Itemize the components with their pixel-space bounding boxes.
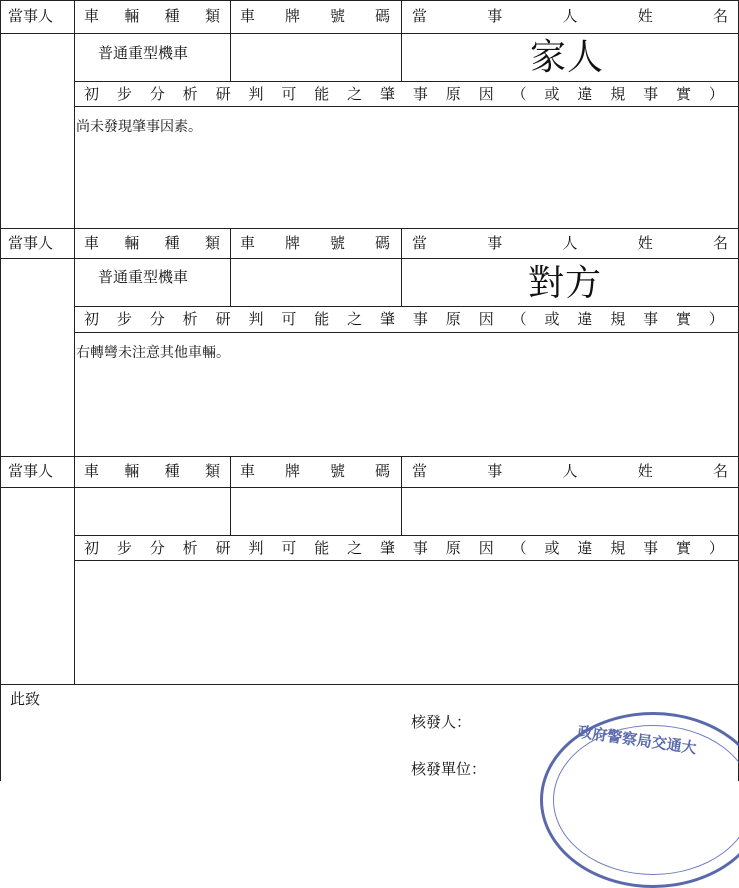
plate-number-header: 車 牌 號 碼 [240,7,390,25]
party-section-1 [0,0,739,228]
vehicle-type-value: 普通重型機車 [98,44,189,62]
party-name-value: 家人 [530,37,605,78]
party-section-2 [0,228,739,456]
issuing-unit-label: 核發單位： [411,760,487,778]
seal-text: 政府警察局交通大 [576,722,698,758]
official-seal [540,712,739,888]
party-header-label: 當事人 [8,7,54,25]
party-section-3 [0,456,739,684]
vehicle-type-header: 車 輛 種 類 [84,7,220,25]
issuer-label: 核發人： [411,713,472,731]
vehicle-type-header: 車 輛 種 類 [84,462,220,480]
party-name-header: 當 事 人 姓 名 [412,7,728,25]
cause-header: 初 步 分 析 研 判 可 能 之 肇 事 原 因 （ 或 違 規 事 實 ） [84,85,724,103]
vehicle-type-value: 普通重型機車 [98,268,189,286]
plate-number-header: 車 牌 號 碼 [240,462,390,480]
cause-text: 右轉彎未注意其他車輛。 [76,345,230,361]
cause-text: 尚未發現肇事因素。 [76,119,202,135]
party-name-header: 當 事 人 姓 名 [412,462,728,480]
closing-text: 此致 [10,690,41,708]
party-header-label: 當事人 [8,234,54,252]
cause-header: 初 步 分 析 研 判 可 能 之 肇 事 原 因 （ 或 違 規 事 實 ） [84,539,724,557]
party-header-label: 當事人 [8,462,54,480]
footer-divider [0,684,739,685]
party-name-header: 當 事 人 姓 名 [412,234,728,252]
vehicle-type-header: 車 輛 種 類 [84,234,220,252]
cause-header: 初 步 分 析 研 判 可 能 之 肇 事 原 因 （ 或 違 規 事 實 ） [84,310,724,328]
plate-number-header: 車 牌 號 碼 [240,234,390,252]
party-name-value: 對方 [528,263,603,304]
